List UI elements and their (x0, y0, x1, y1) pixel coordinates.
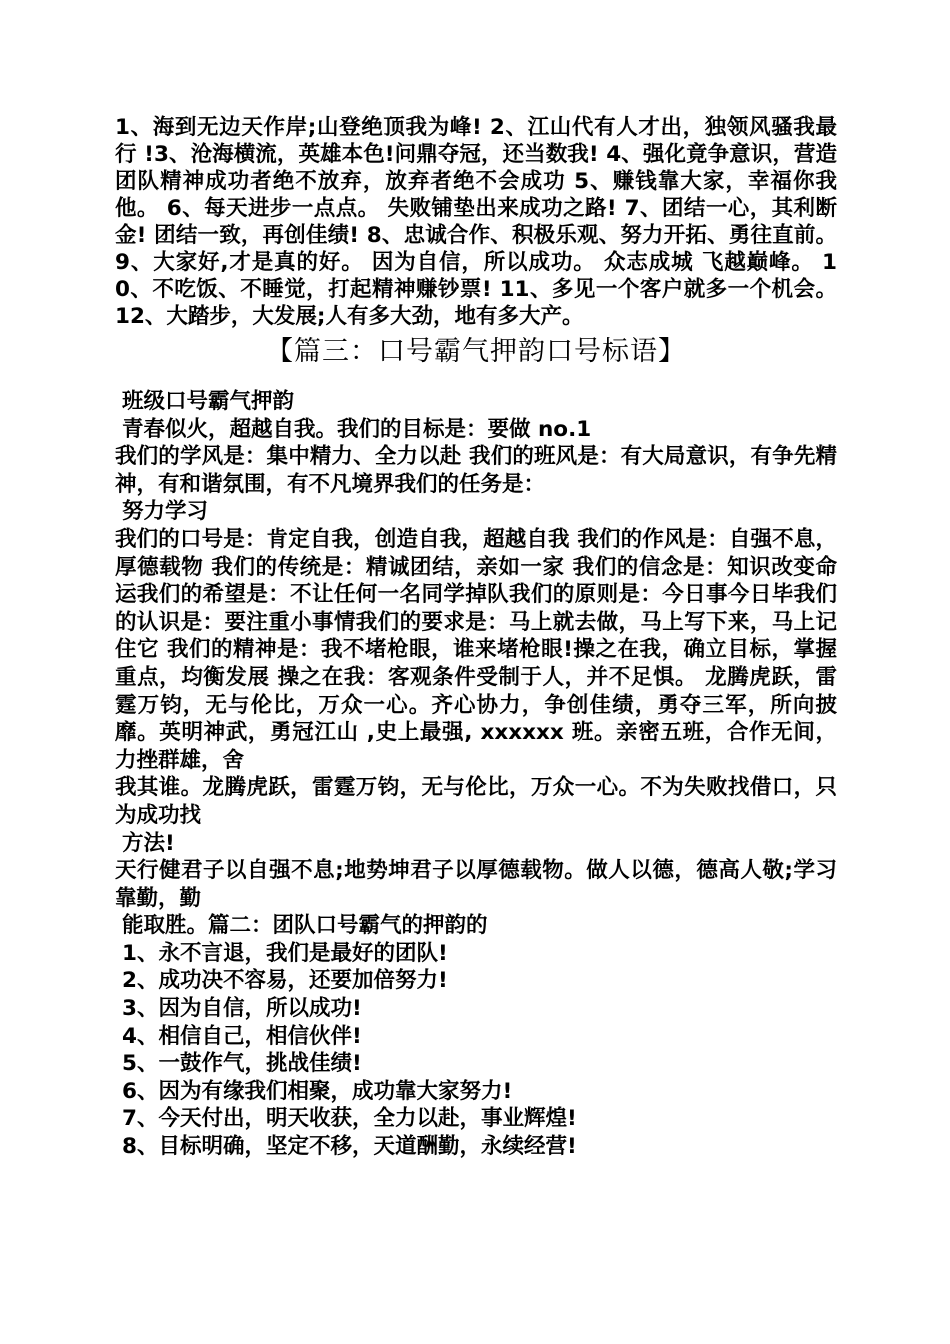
list-item: 7、今天付出，明天收获，全力以赴，事业辉煌! (122, 1106, 577, 1132)
list-item: 3、因为自信，所以成功! (122, 996, 362, 1022)
body-line: 我们的口号是：肯定自我，创造自我，超越自我 我们的作风是：自强不息，厚德载物 我们的传统是：精诚团结，亲如一家 我们的信念是：知识改变命运我们的希望是：不让任何一名同学掉队我们的原则是：今日事今日毕我们的认识是：要注重小事情我们的要求是：马上就去做，马上写下来，马上记住它 我们的精神是：我不堵枪眼，谁来堵枪眼!操之在我，确立目标，掌握重点，均衡发展 操之在我：客观条件受制于人，并不足惧。 龙腾虎跃，雷霆万钧，无与伦比，万众一心。齐心协力，争创佳绩，勇夺三军，所向披靡。英明神武，勇冠江山 ,史上最强, xxxxxx 班。亲密五班，合作无间，力挫群雄，舍 (115, 526, 837, 773)
body-line: 天行健君子以自强不息;地势坤君子以厚德载物。做人以德，德高人敬;学习靠勤，勤 (115, 858, 837, 911)
list-item: 8、目标明确，坚定不移，天道酬勤，永续经营! (122, 1134, 577, 1160)
list-item: 2、成功决不容易，还要加倍努力! (122, 968, 448, 994)
body-line: 方法! (122, 830, 175, 856)
body-line: 努力学习 (122, 499, 209, 525)
list-item: 6、因为有缘我们相聚，成功靠大家努力! (122, 1078, 513, 1104)
list-item: 5、一鼓作气，挑战佳绩! (122, 1051, 362, 1077)
body-line: 班级口号霸气押韵 (122, 389, 295, 414)
body-line: 青春似火，超越自我。我们的目标是：要做 no.1 (122, 416, 592, 442)
list-item: 4、相信自己，相信伙伴! (122, 1023, 362, 1049)
section-heading: 【篇三：口号霸气押韵口号标语】 (266, 336, 686, 367)
body-line: 能取胜。篇二：团队口号霸气的押韵的 (122, 913, 488, 939)
document-page (115, 114, 837, 1161)
body-line: 我其谁。龙腾虎跃，雷霆万钧，无与伦比，万众一心。不为失败找借口，只为成功找 (115, 775, 837, 828)
slogan-paragraph: 1、海到无边天作岸;山登绝顶我为峰! 2、江山代有人才出，独领风骚我最行 !3、沧海横流，英雄本色!问鼎夺冠，还当数我! 4、强化竟争意识，营造团队精神成功者绝不放弃，放弃者绝不会成功 5、赚钱靠大家，幸福你我他。 6、每天进步一点点。 失败铺垫出来成功之路! 7、团结一心，其利断金! 团结一致，再创佳绩! 8、忠诚合作、积极乐观、努力开拓、勇往直前。 9、大家好,才是真的好。 因为自信，所以成功。 众志成城 飞越巅峰。 10、不吃饭、不睡觉，打起精神赚钞票! 11、多见一个客户就多一个机会。 12、大踏步，大发展;人有多大劲，地有多大产。 (115, 115, 837, 329)
body-line: 我们的学风是：集中精力、全力以赴 我们的班风是：有大局意识，有争先精神，有和谐氛围，有不凡境界我们的任务是： (115, 444, 837, 497)
list-item: 1、永不言退，我们是最好的团队! (122, 940, 448, 966)
document-body (115, 388, 837, 1161)
